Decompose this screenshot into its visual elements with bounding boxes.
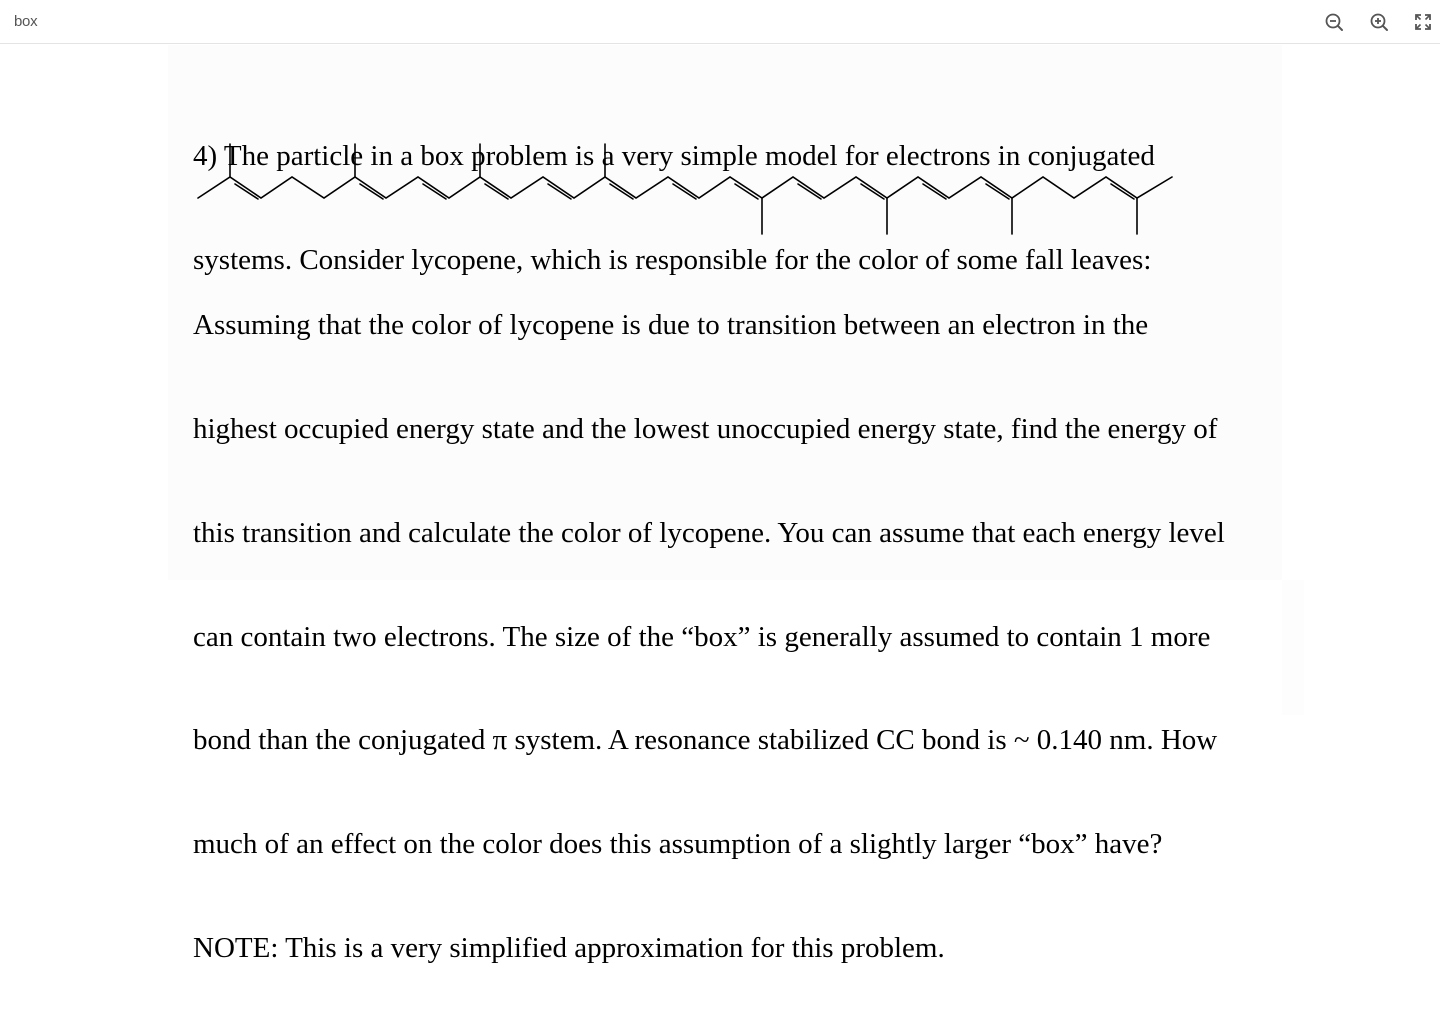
body-line: bond than the conjugated π system. A resonance stabilized CC bond is ~ 0.140 nm. How: [193, 724, 1218, 757]
toolbar: [0, 0, 1440, 44]
intro-line: 4) The particle in a box problem is a very simple model for electrons in conjugated: [193, 140, 1155, 173]
body-line: NOTE: This is a very simplified approximation for this problem.: [193, 931, 945, 964]
lycopene-structure-image: [168, 140, 1282, 240]
fullscreen-button[interactable]: [1412, 11, 1434, 33]
zoom-out-button[interactable]: [1323, 11, 1345, 33]
body-line: can contain two electrons. The size of the “box” is generally assumed to contain 1 more: [193, 620, 1211, 653]
document-title: box: [14, 13, 38, 30]
zoom-in-button[interactable]: [1368, 11, 1390, 33]
body-line: highest occupied energy state and the lowest unoccupied energy state, find the energy of: [193, 412, 1218, 445]
intro-line: systems. Consider lycopene, which is responsible for the color of some fall leaves:: [193, 243, 1152, 276]
body-line: much of an effect on the color does this assumption of a slightly larger “box” have?: [193, 828, 1163, 861]
document-viewer[interactable]: [0, 45, 1440, 964]
zoom-out-icon: [1323, 11, 1345, 33]
fullscreen-icon: [1412, 11, 1434, 33]
question-body: [193, 239, 1225, 1035]
body-line: this transition and calculate the color of lycopene. You can assume that each energy level: [193, 516, 1225, 549]
page-edge: [1282, 580, 1304, 715]
document-page: [168, 45, 1282, 964]
body-line: Assuming that the color of lycopene is due to transition between an electron in the: [193, 309, 1149, 342]
zoom-in-icon: [1368, 11, 1390, 33]
